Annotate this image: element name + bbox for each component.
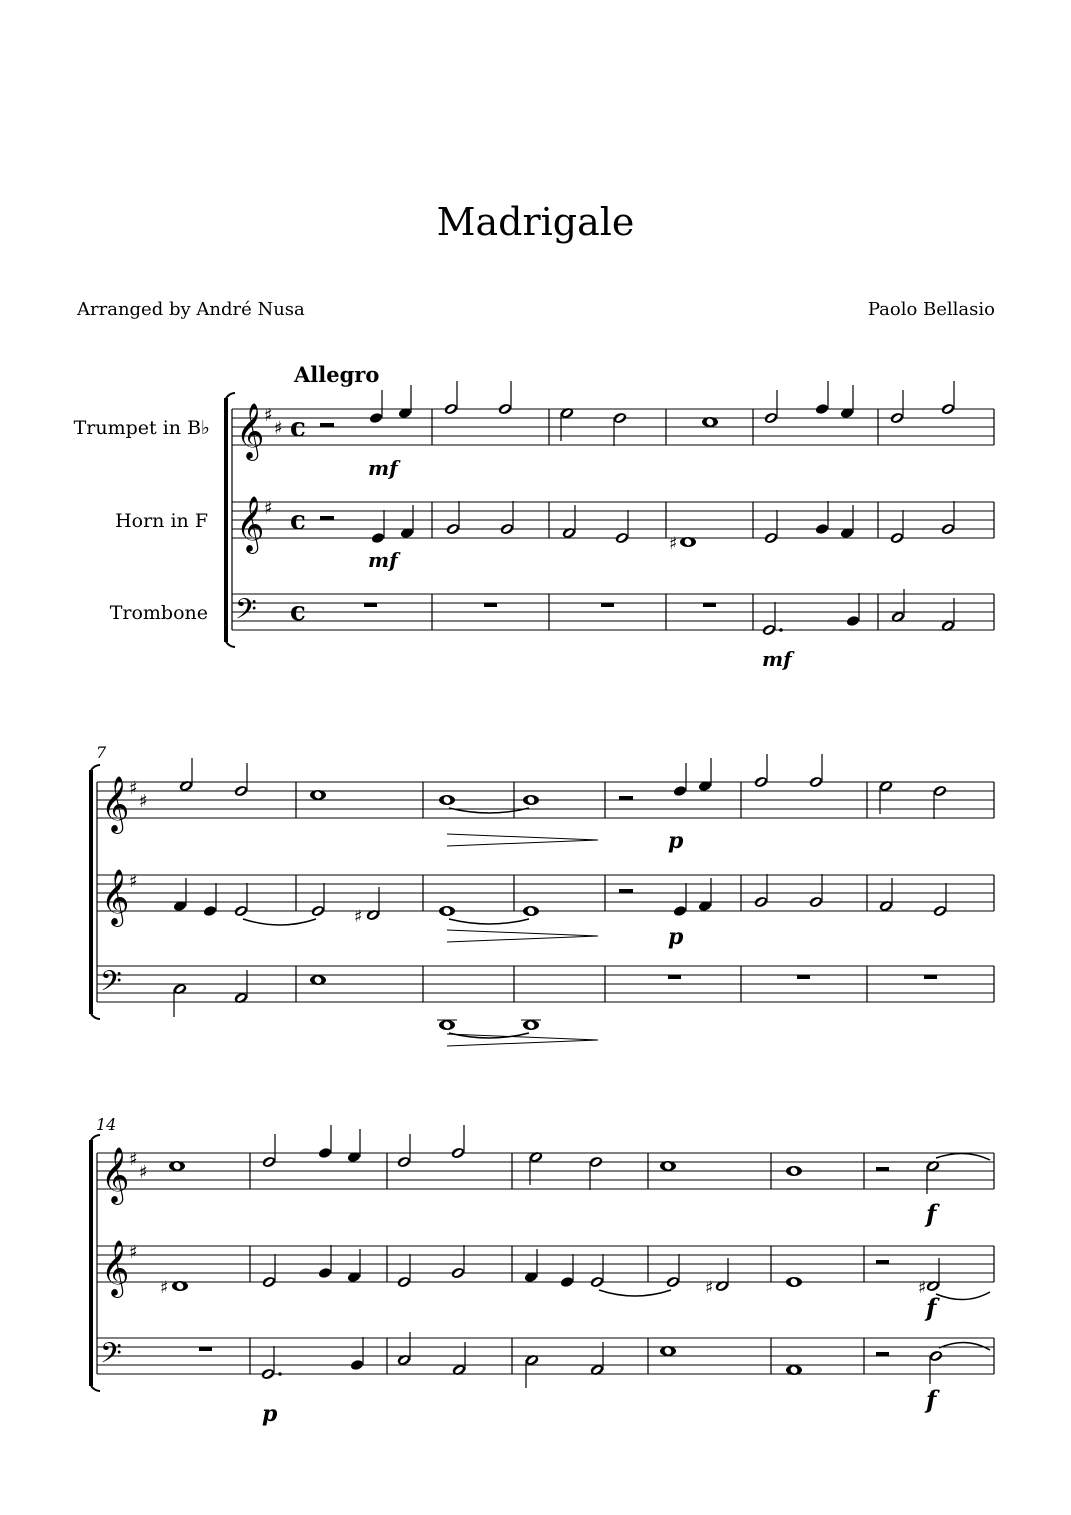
instrument-label-horn: Horn in F <box>115 510 208 532</box>
svg-text:𝄞: 𝄞 <box>101 869 130 925</box>
system-3 <box>91 1125 994 1427</box>
measure-number-system-2: 7 <box>96 743 107 762</box>
composer-credit: Paolo Bellasio <box>867 299 995 320</box>
instrument-label-trombone: Trombone <box>109 602 208 624</box>
dynamic-p: p <box>262 1401 278 1427</box>
svg-text:♯: ♯ <box>918 1278 927 1298</box>
svg-text:𝄞: 𝄞 <box>236 403 265 459</box>
svg-text:♯: ♯ <box>129 1242 138 1263</box>
dynamic-mf: mf <box>368 456 398 480</box>
svg-text:♯: ♯ <box>129 871 138 892</box>
svg-text:c: c <box>290 506 306 536</box>
dynamic-f: f <box>926 1199 937 1228</box>
dynamic-mf: mf <box>762 647 792 671</box>
svg-text:♯: ♯ <box>669 534 678 554</box>
system-1 <box>226 381 994 671</box>
system-2 <box>91 754 994 1046</box>
svg-text:𝄞: 𝄞 <box>101 776 130 832</box>
measure-number-system-3: 14 <box>96 1115 117 1134</box>
svg-text:𝄢: 𝄢 <box>100 965 122 1005</box>
arranger-credit: Arranged by André Nusa <box>77 299 305 320</box>
svg-text:♯: ♯ <box>264 405 273 426</box>
score-title: Madrigale <box>436 200 635 244</box>
svg-text:𝄢: 𝄢 <box>100 1337 122 1377</box>
svg-text:♯: ♯ <box>705 1278 714 1298</box>
dynamic-f: f <box>926 1385 937 1414</box>
svg-text:𝄞: 𝄞 <box>101 1147 130 1203</box>
svg-text:𝄢: 𝄢 <box>235 593 257 633</box>
dynamic-p: p <box>668 828 684 854</box>
svg-text:c: c <box>290 413 306 443</box>
svg-text:♯: ♯ <box>139 791 148 812</box>
svg-text:♯: ♯ <box>129 778 138 799</box>
svg-text:♯: ♯ <box>274 418 283 439</box>
svg-text:𝄞: 𝄞 <box>101 1240 130 1296</box>
svg-text:♯: ♯ <box>129 1149 138 1170</box>
dynamic-p: p <box>668 924 684 950</box>
svg-text:c: c <box>290 597 306 627</box>
svg-text:𝄞: 𝄞 <box>236 496 265 552</box>
instrument-label-trumpet: Trumpet in B♭ <box>73 417 210 439</box>
dynamic-f: f <box>926 1293 937 1322</box>
svg-text:♯: ♯ <box>354 907 363 927</box>
svg-text:♯: ♯ <box>264 498 273 519</box>
tempo-marking: Allegro <box>294 362 380 387</box>
svg-text:♯: ♯ <box>139 1162 148 1183</box>
svg-text:♯: ♯ <box>160 1278 169 1298</box>
dynamic-mf: mf <box>368 548 398 572</box>
